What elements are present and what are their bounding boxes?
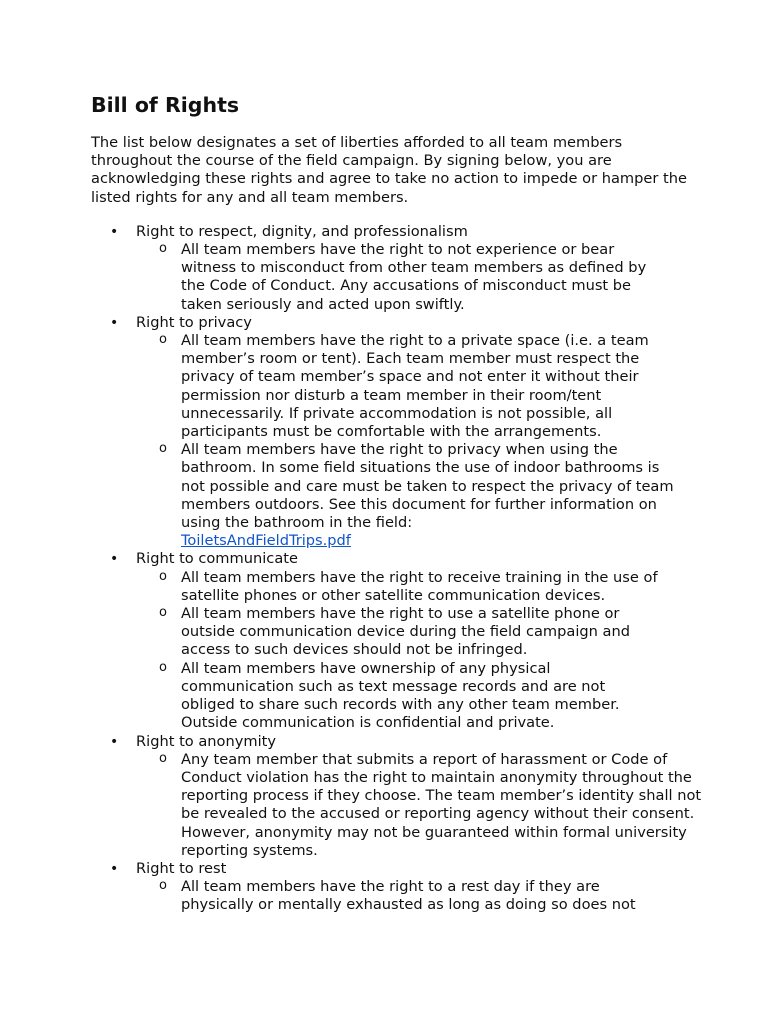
circle-bullet-icon: o	[159, 750, 167, 766]
sub-list	[136, 878, 716, 914]
sub-item	[136, 332, 661, 441]
bullet-icon: •	[110, 860, 119, 877]
right-item-communicate	[91, 550, 716, 732]
intro-paragraph: The list below designates a set of liberties afforded to all team members throughout the course of the field campaign. By signing below, you are acknowledging these rights and agree to take no action to impede or hamper the listed rights for any and all team members.	[91, 134, 687, 206]
bullet-icon: •	[110, 314, 119, 331]
page-title: Bill of Rights	[91, 93, 240, 117]
bullet-icon: •	[110, 223, 119, 240]
sub-item-text: All team members have the right to not experience or bear witness to misconduct from other team members as defined by the Code of Conduct. Any accusations of misconduct must be taken seriously and acted upon swiftly.	[181, 241, 647, 313]
right-label: Right to rest	[136, 859, 227, 877]
circle-bullet-icon: o	[159, 241, 167, 257]
circle-bullet-icon: o	[159, 441, 167, 457]
sub-item	[136, 441, 681, 550]
sub-list	[136, 569, 716, 733]
bullet-icon: •	[110, 551, 119, 568]
sub-item	[136, 241, 651, 314]
right-item-anonymity	[91, 733, 716, 860]
toilets-pdf-link[interactable]: ToiletsAndFieldTrips.pdf	[181, 532, 351, 550]
bullet-icon: •	[110, 733, 119, 750]
right-label: Right to anonymity	[136, 732, 276, 750]
circle-bullet-icon: o	[159, 332, 167, 348]
rights-list	[91, 223, 716, 915]
circle-bullet-icon: o	[159, 605, 167, 621]
right-item-respect	[91, 223, 716, 314]
sub-list	[136, 332, 716, 550]
sub-list	[136, 751, 716, 860]
sub-item-text: All team members have the right to use a satellite phone or outside communication device during the field campaign and access to such devices should not be infringed.	[181, 605, 631, 659]
right-label: Right to respect, dignity, and professionalism	[136, 222, 468, 240]
circle-bullet-icon: o	[159, 878, 167, 894]
sub-item-text: All team members have the right to privacy when using the bathroom. In some field situations the use of indoor bathrooms is not possible and care must be taken to respect the privacy of team members outdoors. See this document for further information on using the bathroom in the field:	[181, 441, 674, 532]
sub-item	[136, 751, 716, 860]
sub-item	[136, 569, 681, 605]
document-page	[91, 92, 716, 915]
sub-item	[136, 878, 661, 914]
sub-item	[136, 605, 651, 660]
right-label: Right to privacy	[136, 313, 252, 331]
right-item-privacy	[91, 314, 716, 551]
sub-item-text: Any team member that submits a report of harassment or Code of Conduct violation has the right to maintain anonymity throughout the reporting process if they choose. The team member’s identity shall not be revealed to the accused or reporting agency without their consent. However, anonymity may not be guaranteed within formal university reporting systems.	[181, 750, 702, 859]
sub-item-text: All team members have the right to a rest day if they are physically or mentally exhausted as long as doing so does not	[181, 878, 636, 914]
sub-list	[136, 241, 716, 314]
sub-item-text: All team members have the right to receive training in the use of satellite phones or other satellite communication devices.	[181, 568, 658, 604]
sub-item-text: All team members have ownership of any physical communication such as text message records and are not obliged to share such records with any other team member. Outside communication is confidential and private.	[181, 659, 620, 732]
right-item-rest	[91, 860, 716, 915]
right-label: Right to communicate	[136, 550, 298, 568]
circle-bullet-icon: o	[159, 568, 167, 584]
sub-item-text: All team members have the right to a private space (i.e. a team member’s room or tent). Each team member must respect the privacy of team member’s space and not enter it without their permission nor disturb a team member in their room/tent unnecessarily. If private accommodation is not possible, all participants must be comfortable with the arrangements.	[181, 332, 649, 441]
sub-item	[136, 660, 643, 733]
circle-bullet-icon: o	[159, 659, 167, 675]
